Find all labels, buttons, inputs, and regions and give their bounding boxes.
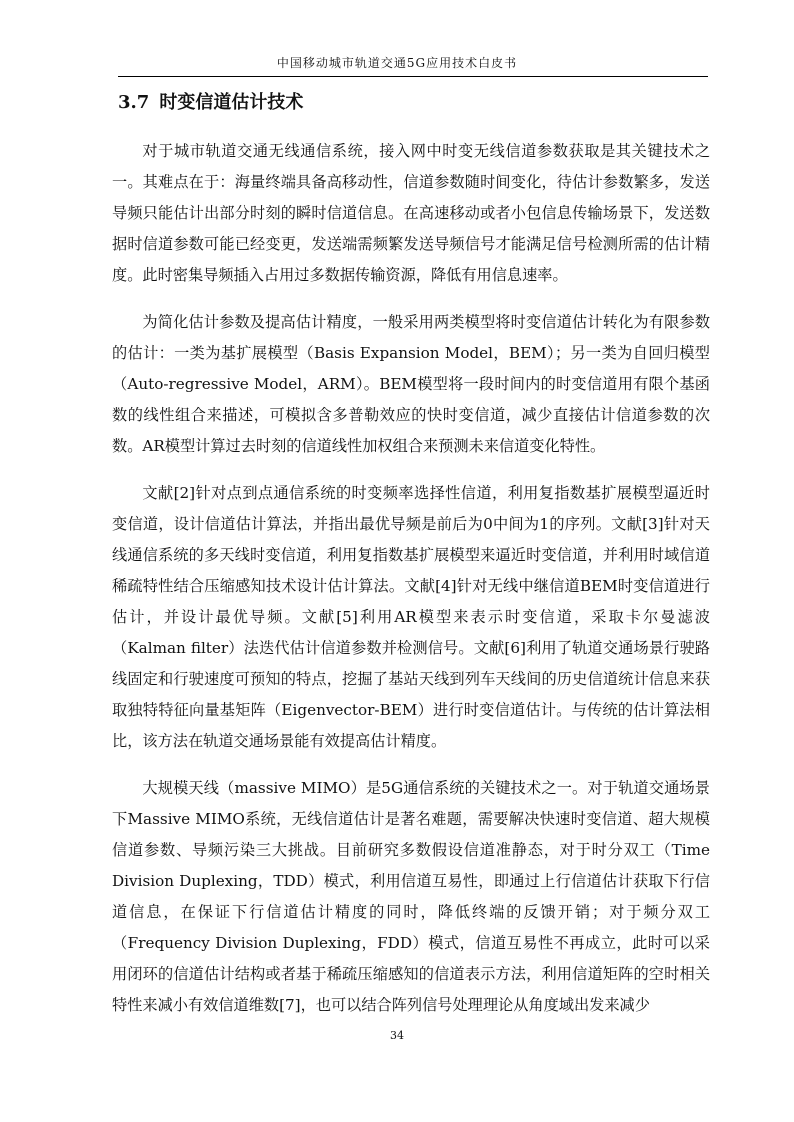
paragraph: 对于城市轨道交通无线通信系统，接入网中时变无线信道参数获取是其关键技术之一。其难点在于：海量终端具备高移动性，信道参数随时间变化，待估计参数繁多，发送导频只能估计出部分时刻的瞬时信道信息。在高速移动或者小包信息传输场景下，发送数据时信道参数可能已经变更，发送端需频繁发送导频信号才能满足信号检测所需的估计精度。此时密集导频插入占用过多数据传输资源，降低有用信息速率。: [112, 142, 710, 284]
header-divider: [118, 76, 708, 77]
section-heading: [118, 88, 303, 114]
section-number: 3.7: [118, 92, 150, 113]
paragraph: 为简化估计参数及提高估计精度，一般采用两类模型将时变信道估计转化为有限参数的估计：一类为基扩展模型（Basis Expansion Model，BEM）；另一类为自回归模型（Auto-regressive Model，ARM）。BEM模型将一段时间内的时变信道用有限个基函数的线性组合来描述，可模拟含多普勒效应的快时变信道，减少直接估计信道参数的次数。AR模型计算过去时刻的信道线性加权组合来预测未来信道变化特性。: [112, 313, 710, 455]
running-header: 中国移动城市轨道交通5G应用技术白皮书: [276, 56, 518, 70]
paragraph: 文献[2]针对点到点通信系统的时变频率选择性信道，利用复指数基扩展模型逼近时变信道，设计信道估计算法，并指出最优导频是前后为0中间为1的序列。文献[3]针对天线通信系统的多天线时变信道，利用复指数基扩展模型来逼近时变信道，并利用时域信道稀疏特性结合压缩感知技术设计估计算法。文献[4]针对无线中继信道BEM时变信道进行估计，并设计最优导频。文献[5]利用AR模型来表示时变信道，采取卡尔曼滤波（Kalman filter）法迭代估计信道参数并检测信号。文献[6]利用了轨道交通场景行驶路线固定和行驶速度可预知的特点，挖掘了基站天线到列车天线间的历史信道统计信息来获取独特特征向量基矩阵（Eigenvector-BEM）进行时变信道估计。与传统的估计算法相比，该方法在轨道交通场景能有效提高估计精度。: [112, 484, 710, 750]
section-title: 时变信道估计技术: [159, 92, 304, 113]
paragraph: 大规模天线（massive MIMO）是5G通信系统的关键技术之一。对于轨道交通场景下Massive MIMO系统，无线信道估计是著名难题，需要解决快速时变信道、超大规模信道参数、导频污染三大挑战。目前研究多数假设信道准静态，对于时分双工（Time Division Duplexing，TDD）模式，利用信道互易性，即通过上行信道估计获取下行信道信息，在保证下行信道估计精度的同时，降低终端的反馈开销；对于频分双工（Frequency Division Duplexing，FDD）模式，信道互易性不再成立，此时可以采用闭环的信道估计结构或者基于稀疏压缩感知的信道表示方法，利用信道矩阵的空时相关特性来减小有效信道维数[7]，也可以结合阵列信号处理理论从角度域出发来减少: [112, 779, 710, 1014]
page-number: 34: [390, 1029, 404, 1042]
body-text: [112, 136, 710, 1037]
